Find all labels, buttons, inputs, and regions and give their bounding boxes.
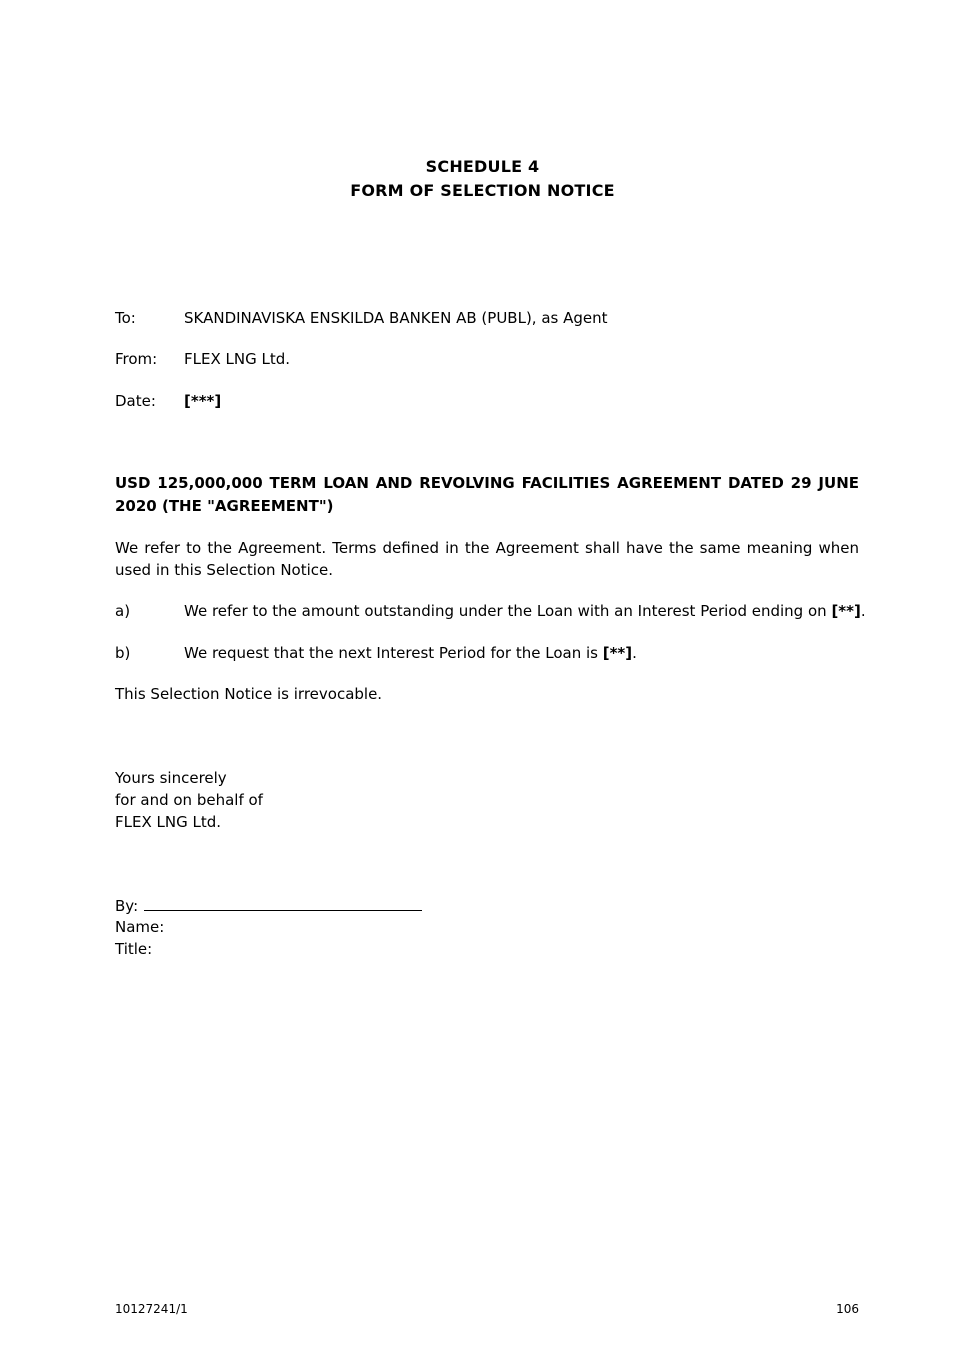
footer-doc-ref: 10127241/1 (115, 1302, 188, 1316)
signature-line (144, 896, 422, 911)
intro-paragraph: We refer to the Agreement. Terms defined in the Agreement shall have the same meaning when used in this Selection Notice. (115, 539, 859, 579)
item-a-text (184, 602, 864, 620)
from-label: From: (115, 350, 158, 368)
date-value: [***] (184, 392, 222, 410)
closing-line-2: for and on behalf of (115, 791, 263, 809)
footer-page-number: 106 (836, 1302, 859, 1316)
item-a-placeholder: [**] (831, 602, 861, 620)
date-label: Date: (115, 392, 156, 410)
item-b-text (184, 644, 864, 662)
item-a-marker: a) (115, 602, 131, 620)
agreement-title-line-1: USD 125,000,000 TERM LOAN AND REVOLVING FACILITIES AGREEMENT DATED 29 JUNE (115, 474, 859, 492)
closing-line-1: Yours sincerely (115, 769, 227, 787)
to-value: SKANDINAVISKA ENSKILDA BANKEN AB (PUBL), as Agent (184, 309, 608, 327)
from-value: FLEX LNG Ltd. (184, 350, 291, 368)
irrevocable-statement: This Selection Notice is irrevocable. (115, 685, 383, 703)
item-b-end: . (632, 644, 637, 662)
item-a-body: We refer to the amount outstanding under the Loan with an Interest Period ending on (184, 602, 832, 620)
agreement-title-line-2: 2020 (THE "AGREEMENT") (115, 497, 334, 515)
closing-line-3: FLEX LNG Ltd. (115, 813, 222, 831)
signature-name-label: Name: (115, 918, 165, 936)
signature-title-label: Title: (115, 940, 153, 958)
signature-by-row (115, 896, 422, 915)
form-title: FORM OF SELECTION NOTICE (350, 181, 615, 200)
schedule-heading: SCHEDULE 4 (425, 157, 540, 176)
item-b-body: We request that the next Interest Period for the Loan is (184, 644, 603, 662)
to-label: To: (115, 309, 136, 327)
agreement-title (115, 472, 859, 518)
signature-by-label: By: (115, 897, 139, 915)
item-a-end: . (860, 602, 866, 620)
item-b-marker: b) (115, 644, 131, 662)
item-b-placeholder: [**] (602, 644, 633, 662)
